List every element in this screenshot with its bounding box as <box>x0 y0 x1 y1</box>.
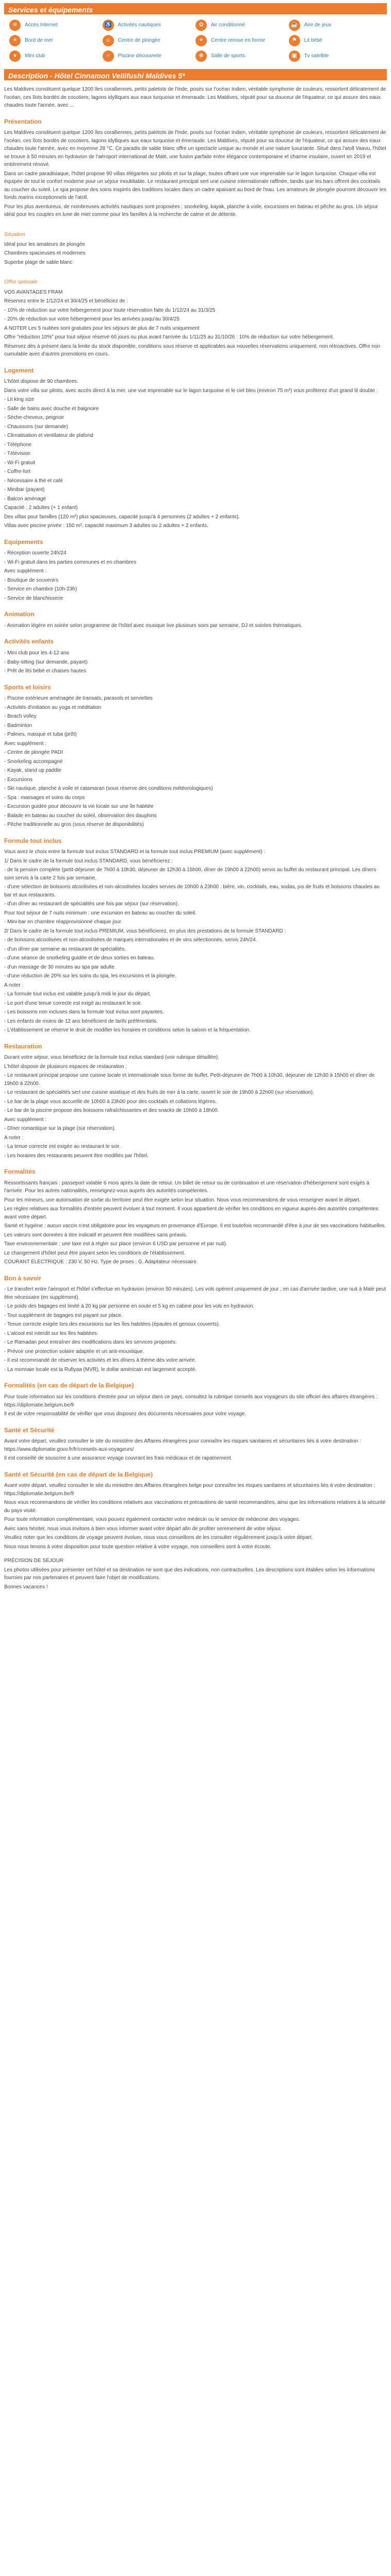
paragraph: - Réception ouverte 24h/24 <box>4 550 67 556</box>
section <box>4 80 387 110</box>
section-subheading: Offre spéciale <box>4 279 38 285</box>
paragraph: Avant votre départ, veuillez consulter le site du ministère des Affaires étrangères belge pour connaître les risques sanitaires et sécuritaires liés à votre destination : https://diplomatie.belgium.be/fr <box>4 1483 375 1497</box>
paragraph: - Service de blanchisserie <box>4 595 63 601</box>
section <box>4 1274 387 1374</box>
section-heading: Bon à savoir <box>4 1274 42 1282</box>
paragraph: - Wi-Fi gratuit <box>4 460 35 466</box>
paragraph: - Téléphone <box>4 442 32 448</box>
paragraph: - Il est recommandé de réserver les activités et les dîners à thème dès votre arrivée. <box>4 1358 197 1364</box>
paragraph: Il est conseillé de souscrire à une assurance voyage couvrant les frais médicaux et de rapatriement. <box>4 1455 233 1462</box>
spa-icon: ❀ <box>196 50 207 62</box>
paragraph: 2/ Dans le cadre de la formule tout inclus PREMIUM, vous bénéficierez, en plus des prestations de la formule STANDARD : <box>4 928 286 934</box>
service-label: Salle de sports <box>211 53 246 59</box>
paragraph: - Nécessaire à thé et café <box>4 478 63 484</box>
paragraph: - d'une sélection de boissons alcoolisées et non-alcoolisées locales servies de 10h00 à 23h00 : bière, vin, cocktails, eau, sodas, jus de fruits et boissons chaudes au bar et aux restaurants. <box>4 884 380 898</box>
paragraph: Capacité : 2 adultes (+ 1 enfant) <box>4 505 78 511</box>
bar-icon: ☕ <box>289 20 300 31</box>
paragraph: - d'un dîner par semaine au restaurant de spécialités. <box>4 946 126 952</box>
paragraph: - Service en chambre (10h-23h) <box>4 586 77 592</box>
beach-icon: ☀ <box>9 35 21 46</box>
paragraph: - Les boissons non incluses dans la formule tout inclus sont payantes. <box>4 1009 164 1015</box>
paragraph: Réservez dès à présent dans la limite du stock disponible, conditions sous réserve et applicables aux nouvelles réservations uniquement, non rétroactives. Offre non cumulable avec d'autres promotions en cours. <box>4 343 381 358</box>
paragraph: - Le bar de la plage vous accueille de 10h00 à 23h00 pour des cocktails et collations légères. <box>4 1098 217 1105</box>
service-item <box>289 20 382 31</box>
paragraph: - 10% de réduction sur votre hébergement pour toute réservation faite du 1/12/24 au 31/3/25 <box>4 307 216 313</box>
paragraph: - Le bar de la piscine propose des boissons rafraîchissantes et des snacks de 10h00 à 18h00. <box>4 1108 219 1114</box>
paragraph: Réservez entre le 1/12/24 et 30/4/25 et bénéficiez de : <box>4 298 128 304</box>
section <box>4 267 387 358</box>
paragraph: Nous nous tenons à votre disposition pour toute question relative à votre voyage, nos conseillers sont à votre écoute. <box>4 1544 272 1550</box>
paragraph: Pour les plus aventureux, de nombreuses activités nautiques sont proposées : snorkeling, kayak, planche à voile, excursions en bateau et pêche au gros. Un séjour idéal pour les couples en lune de miel comme pour les familles à la recherche de calme et de détente. <box>4 204 378 218</box>
paragraph: Avec sans hésiter, nous vous invitons à bien vous informer avant votre départ afin de profiter sereinement de votre séjour. <box>4 1526 282 1532</box>
paragraph: - Sèche-cheveux, peignoir <box>4 415 64 421</box>
paragraph: PRÉCISION DE SÉJOUR <box>4 1558 64 1564</box>
paragraph: Il est de votre responsabilité de vérifier que vous disposez des documents nécessaires pour votre voyage. <box>4 1411 247 1417</box>
section <box>4 1470 387 1551</box>
paragraph: - Spa : massages et soins du corps <box>4 794 85 801</box>
section-heading: Santé et Sécurité <box>4 1426 55 1434</box>
paragraph: - d'une réduction de 20% sur les soins du spa, les excursions et la plongée. <box>4 973 176 979</box>
paragraph: - Les horaires des restaurants peuvent être modifiés par l'hôtel. <box>4 1153 149 1159</box>
paragraph: Des villas pour familles (120 m²) plus spacieuses, capacité jusqu'à 4 personnes (2 adultes + 2 enfants). <box>4 514 240 520</box>
service-label: Air conditionné <box>211 22 246 28</box>
paragraph: - Dîner romantique sur la plage (sur réservation). <box>4 1126 116 1132</box>
service-label: Lit bébé <box>304 38 323 44</box>
paragraph: - Balcon aménagé <box>4 496 46 502</box>
paragraph: Les valeurs sont données à titre indicatif et peuvent être modifiées sans préavis. <box>4 1232 188 1238</box>
service-item <box>103 35 196 46</box>
paragraph: - Pêche traditionnelle au gros (sous réserve de disponibilités) <box>4 822 144 828</box>
section-heading: Santé et Sécurité (en cas de départ de la Belgique) <box>4 1470 153 1478</box>
section-heading: Restauration <box>4 1042 42 1050</box>
paragraph: A NOTER Les 5 nuitées sont gratuites pour les séjours de plus de 7 nuits uniquement <box>4 325 200 331</box>
section-heading: Sports et loisirs <box>4 683 51 691</box>
paragraph: Pour toute information sur les conditions d'entrée pour un séjour dans ce pays, consultez la rubrique conseils aux voyageurs du site officiel des affaires étrangères : https://diplomatie.belgium.be/fr <box>4 1394 378 1408</box>
paragraph: - Prévoir une protection solaire adaptée et un anti-moustique. <box>4 1348 144 1354</box>
service-item <box>289 35 382 46</box>
section-heading: Equipements <box>4 538 43 546</box>
section-subheading: Situation <box>4 231 25 238</box>
section <box>4 1042 387 1160</box>
paragraph: - La tenue correcte est exigée au restaurant le soir. <box>4 1144 121 1150</box>
paragraph: Les Maldives constituent quelque 1200 îles coralliennes, petits paletots de l'Inde, posés sur l'océan Indien, véritable symphonie de couleurs, ressortent délicatement de l'océan, ces îlots bordés de cocotiers, lagons idylliques aux eaux turquoise et émeraude. Les Maldives, réputé pour sa douceur de l'équateur, ce qui assure des eaux chaudes toute l'année, avec ... <box>4 87 386 108</box>
services-banner: Services et équipements <box>4 3 387 14</box>
paragraph: Avec supplément : <box>4 740 47 747</box>
paragraph: - Centre de plongée PADI <box>4 750 63 756</box>
section <box>4 1552 387 1591</box>
service-item <box>196 20 289 31</box>
paragraph: - Le transfert entre l'aéroport et l'hôtel s'effectue en hydravion (environ 50 minutes). Les vols opèrent uniquement de jour ; en cas d'arrivée tardive, une nuit à Malé peut être nécessaire (en supplément). <box>4 1286 386 1300</box>
mini-club-icon: ♦ <box>9 50 21 62</box>
service-label: Aire de jeux <box>304 22 332 28</box>
paragraph: - Palmes, masque et tuba (prêt) <box>4 732 77 738</box>
section-heading: Présentation <box>4 117 42 125</box>
paragraph: - Excursions <box>4 776 33 783</box>
service-item <box>289 50 382 62</box>
handicap-icon: ♿ <box>103 20 114 31</box>
paragraph: 1/ Dans le cadre de la formule tout inclus STANDARD, vous bénéficierez : <box>4 858 173 864</box>
section-heading: Logement <box>4 366 34 374</box>
paragraph: Taxe environnementale : une taxe est à régler sur place (environ 6 USD par personne et par nuit). <box>4 1241 227 1247</box>
description-body <box>4 80 387 1591</box>
service-label: Activités nautiques <box>118 22 161 28</box>
service-item <box>9 50 103 62</box>
paragraph: VOS AVANTAGES FRAM <box>4 289 63 295</box>
paragraph: Le changement d'hôtel peut être payant selon les conditions de l'établissement. <box>4 1250 186 1256</box>
paragraph: - L'établissement se réserve le droit de modifier les horaires et conditions selon la saison et la fréquentation. <box>4 1027 251 1033</box>
description-banner: Description - Hôtel Cinnamon Vellifushi Maldives 5* <box>4 69 387 80</box>
paragraph: - Le port d'une tenue correcte est exigé au restaurant le soir. <box>4 1000 142 1006</box>
paragraph: - Le Ramadan peut entraîner des modifications dans les services proposés. <box>4 1340 177 1346</box>
paragraph: Nous vous recommandons de vérifier les conditions relatives aux vaccinations et précautions de santé recommandées, ainsi que les informations relatives à la sécurité du pays visité. <box>4 1500 386 1514</box>
section <box>4 1381 387 1418</box>
paragraph: Dans votre villa sur pilotis, avec accès direct à la mer, une vue imprenable sur le lagon turquoise et le ciel bleu (environ 75 m²) vous profiterez d'un grand lit double : <box>4 387 378 394</box>
section <box>4 1167 387 1266</box>
service-item <box>196 35 289 46</box>
wifi-icon: ≋ <box>9 20 21 31</box>
paragraph: Pour toute information complémentaire, vous pouvez également contacter votre médecin ou le service de médecine des voyages. <box>4 1517 300 1523</box>
paragraph: - d'une séance de snorkeling guidée et de deux sorties en bateau. <box>4 955 155 961</box>
paragraph: Les photos utilisées pour présenter cet hôtel et sa destination ne sont que des indications, non contractuelles. Les descriptions sont établies selon les informations fournies par nos partenaires et peuvent faire l'objet de modifications. <box>4 1567 375 1581</box>
paragraph: - Minibar (payant) <box>4 487 45 493</box>
paragraph: - Chaussons (sur demande) <box>4 423 68 430</box>
service-item <box>196 50 289 62</box>
service-label: Piscine découverte <box>118 53 161 59</box>
service-item <box>9 35 103 46</box>
paragraph: - La formule tout inclus est valable jusqu'à midi le jour du départ. <box>4 991 151 997</box>
paragraph: - Salle de bains avec douche et baignoire <box>4 405 99 412</box>
paragraph: Les Maldives constituent quelque 1200 îles coralliennes, petits paletots de l'Inde, posés sur l'océan Indien, véritable symphonie de couleurs, ressortent délicatement de l'océan, ces îlots bordés de cocotiers, lagons idylliques aux eaux turquoise et émeraude. Les Maldives, réputé pour sa douceur de l'équateur, ce qui assure des eaux chaudes toute l'année, avec en moyenne 28 °C. Ce paradis de sable blanc offre un spectacle unique au monde et une nature luxuriante. Situé dans l'atoll Vaavu, l'hôtel se trouve à 50 minutes en hydravion de l'aéroport international de Malé, une fusion parfaite entre élégance contemporaine et charme insulaire, ouvert en 2019 et entièrement rénové. <box>4 130 386 168</box>
section-heading: Formalités (en cas de départ de la Belgique) <box>4 1382 134 1389</box>
paragraph: Offre "réduction 10%" pour tout séjour réservé 60 jours ou plus avant l'arrivée du 1/11/25 au 31/10/26 : 10% de réduction sur votre hébergement. <box>4 334 334 341</box>
paragraph: - Mini-bar en chambre réapprovisionné chaque jour. <box>4 919 123 925</box>
service-label: Tv satellite <box>304 53 329 59</box>
paragraph: Dans un cadre paradisiaque, l'hôtel propose 90 villas élégantes sur pilotis et sur la plage, toutes offrant une vue imprenable sur le lagon turquoise. Chaque villa est équipée de tout le confort moderne pour un séjour inoubliable. Le restaurant principal sert une cuisine internationale raffinée, tandis que les bars offrent des cocktails au coucher du soleil. Le spa propose des soins inspirés des traditions locales dans un cadre apaisant au bord de l'eau. Les amateurs de plongée pourront découvrir les fonds marins exceptionnels de l'atoll. <box>4 171 386 201</box>
paragraph: - d'un dîner au restaurant de spécialités une fois par séjour (sur réservation). <box>4 901 179 907</box>
paragraph: - Beach volley <box>4 714 37 720</box>
paragraph: - Tout supplément de bagages est payant sur place. <box>4 1312 123 1318</box>
paragraph: - Boutique de souvenirs <box>4 577 59 583</box>
paragraph: - Prêt de lits bébé et chaises hautes <box>4 668 86 674</box>
paragraph: - Excursion guidée pour découvrir la vie locale sur une île habitée <box>4 804 154 810</box>
paragraph: - Snorkeling accompagné <box>4 758 63 765</box>
paragraph: Chambres spacieuses et modernes <box>4 250 86 257</box>
paragraph: L'hôtel dispose de plusieurs espaces de restauration : <box>4 1063 127 1070</box>
service-item <box>9 20 103 31</box>
paragraph: Avec supplément : <box>4 568 47 574</box>
kids-icon: ☺ <box>103 35 114 46</box>
paragraph: - d'un massage de 30 minutes au spa par adulte. <box>4 964 116 970</box>
service-label: Bord de mer <box>25 38 54 44</box>
section <box>4 220 387 267</box>
paragraph: - 20% de réduction sur votre hébergement pour les arrivées jusqu'au 30/4/25 <box>4 316 180 323</box>
section <box>4 117 387 219</box>
paragraph: Villas avec piscine privée : 150 m², capacité maximum 3 adultes ou 2 adultes + 2 enfants. <box>4 523 208 529</box>
paragraph: - Activités d'initiation au yoga et méditation <box>4 704 102 710</box>
paragraph: - de boissons alcoolisées et non-alcoolisées de marques internationales et de vins sélectionnés, servis 24h/24. <box>4 937 257 943</box>
paragraph: - Lit king size <box>4 397 35 403</box>
section <box>4 836 387 1035</box>
paragraph: Veuillez noter que les conditions de voyage peuvent évoluer, nous vous conseillons de les consulter régulièrement jusqu'à votre départ. <box>4 1535 313 1541</box>
paragraph: - Ski nautique, planche à voile et catamaran (sous réserve des conditions météorologiques) <box>4 786 213 792</box>
pool-icon: ≈ <box>103 50 114 62</box>
paragraph: - Le restaurant de spécialités sert une cuisine asiatique et des fruits de mer à la carte, ouvert le soir de 19h00 à 22h00 (sur réservation). <box>4 1090 314 1096</box>
paragraph: - L'alcool est interdit sur les îles habitées. <box>4 1330 99 1336</box>
section <box>4 609 387 630</box>
service-label: Accès Internet <box>25 22 58 28</box>
paragraph: - de la pension complète (petit-déjeuner de 7h00 à 10h30, déjeuner de 12h30 à 15h00, dîner de 19h00 à 22h00) servis au buffet du restaurant principal. Les dîners sont servis à la carte 2 fois par semaine. <box>4 867 377 881</box>
paragraph: Bonnes vacances ! <box>4 1584 48 1590</box>
paragraph: - La monnaie locale est la Rufiyaa (MVR), le dollar américain est largement accepté. <box>4 1366 197 1372</box>
paragraph: - Coffre-fort <box>4 469 30 475</box>
paragraph: Vous avez le choix entre la formule tout inclus STANDARD et la formule tout inclus PREMIUM (avec supplément) : <box>4 849 266 855</box>
paragraph: Idéal pour les amateurs de plongée <box>4 241 85 247</box>
paragraph: - Baby-sitting (sur demande, payant) <box>4 659 88 665</box>
service-label: Centre remise en forme <box>211 38 266 44</box>
fitness-icon: ✦ <box>196 35 207 46</box>
section-heading: Formule tout inclus <box>4 837 62 844</box>
paragraph: - Wi-Fi gratuit dans les parties communes et en chambres <box>4 559 137 565</box>
paragraph: - Climatisation et ventilateur de plafond <box>4 433 93 439</box>
paragraph: - Badminton <box>4 722 32 728</box>
service-label: Centre de plongée <box>118 38 160 44</box>
section <box>4 683 387 829</box>
paragraph: Santé et hygiène : aucun vaccin n'est obligatoire pour les voyageurs en provenance d'Europe. Il est toutefois recommandé d'être à jour de ses vaccinations habituelles. <box>4 1223 386 1229</box>
paragraph: Pour les mineurs, une autorisation de sortie du territoire peut être exigée selon leur situation. Nous vous recommandons de vous renseigner avant le départ. <box>4 1197 361 1203</box>
service-item <box>103 20 196 31</box>
paragraph: Avec supplément : <box>4 1116 47 1123</box>
paragraph: - Le poids des bagages est limité à 20 kg par personne en soute et 5 kg en cabine pour les vols en hydravion. <box>4 1303 255 1310</box>
paragraph: Durant votre séjour, vous bénéficiez de la formule tout inclus standard (voir rubrique détaillée). <box>4 1055 219 1061</box>
services-grid <box>4 14 387 69</box>
pet-icon: ✿ <box>196 20 207 31</box>
paragraph: - Animation légère en soirée selon programme de l'hôtel avec musique live plusieurs soirs par semaine, DJ et soirées thématiques. <box>4 622 303 629</box>
paragraph: Avant votre départ, veuillez consulter le site du ministère des Affaires étrangères pour connaître les risques sanitaires et sécuritaires liés à votre destination : https://www.diplomatie.gouv.fr/fr/conseils-aux-voyageurs/ <box>4 1438 361 1452</box>
paragraph: - Piscine extérieure aménagée de transats, parasols et serviettes <box>4 696 153 702</box>
paragraph: Superbe plage de sable blanc <box>4 259 73 265</box>
paragraph: - Télévision <box>4 451 30 457</box>
golf-icon: ⚑ <box>289 35 300 46</box>
paragraph: - Kayak, stand up paddle <box>4 768 61 774</box>
section <box>4 366 387 530</box>
section-heading: Activités enfants <box>4 638 54 646</box>
service-item <box>103 50 196 62</box>
tv-icon: ▣ <box>289 50 300 62</box>
section-heading: Formalités <box>4 1168 36 1176</box>
paragraph: - Mini club pour les 4-12 ans <box>4 650 69 656</box>
paragraph: - Le restaurant principal propose une cuisine locale et internationale sous forme de buffet. Petit-déjeuner de 7h00 à 10h30, déjeuner de 12h30 à 15h00 et dîner de 19h00 à 22h00. <box>4 1073 375 1087</box>
section <box>4 1426 387 1463</box>
section <box>4 637 387 675</box>
paragraph: - Balade en bateau au coucher du soleil, observation des dauphins <box>4 812 157 819</box>
paragraph: A noter : <box>4 982 24 988</box>
paragraph: - Les enfants de moins de 12 ans bénéficient de tarifs préférentiels. <box>4 1018 158 1024</box>
paragraph: Pour tout séjour de 7 nuits minimum : une excursion en bateau au coucher du soleil. <box>4 910 197 916</box>
paragraph: L'hôtel dispose de 90 chambres. <box>4 379 78 385</box>
section-heading: Animation <box>4 611 35 618</box>
service-label: Mini club <box>25 53 45 59</box>
paragraph: Les règles relatives aux formalités d'entrée peuvent évoluer à tout moment. Il vous appartient de vérifier les conditions en vigueur auprès des autorités compétentes avant votre départ. <box>4 1206 379 1220</box>
section <box>4 537 387 603</box>
paragraph: - Tenue correcte exigée lors des excursions sur les îles habitées (épaules et genoux couverts). <box>4 1321 220 1328</box>
paragraph: Ressortissants français : passeport valable 6 mois après la date de retour. Un billet de retour ou de continuation et une réservation d'hébergement sont exigés à l'arrivée. Pour les autres nationalités, renseignez-vous auprès des autorités compétentes. <box>4 1180 369 1194</box>
paragraph: COURANT ÉLECTRIQUE : 230 V, 50 Hz. Type de prises : G. Adaptateur nécessaire. <box>4 1259 198 1265</box>
paragraph: A noter : <box>4 1134 24 1141</box>
